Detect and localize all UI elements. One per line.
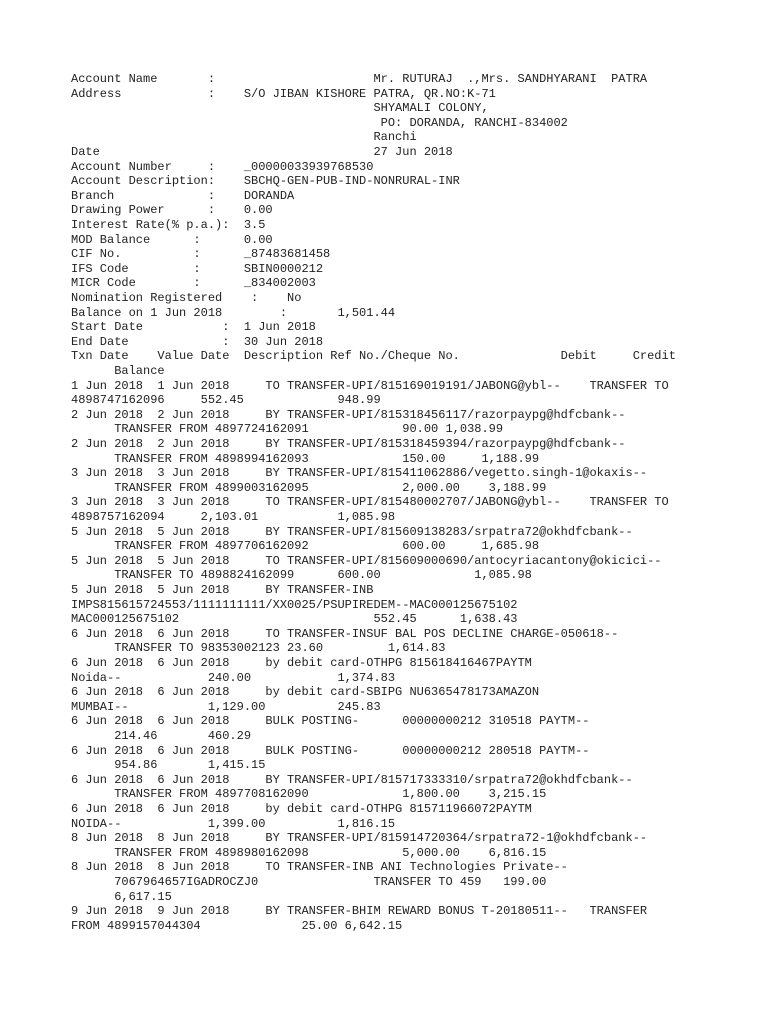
transaction-line: 2 Jun 2018 2 Jun 2018 BY TRANSFER-UPI/815318459394/razorpaypg@hdfcbank-- (71, 437, 626, 451)
transaction-line: Noida-- 240.00 1,374.83 (71, 670, 396, 685)
transaction-line: MUMBAI-- 1,129.00 245.83 (71, 699, 381, 714)
transaction-line: 6 Jun 2018 6 Jun 2018 by debit card-OTHPG 815618416467PAYTM (71, 656, 532, 670)
header-line: MOD Balance : 0.00 (71, 232, 273, 247)
transaction-line: IMPS815615724553/1111111111/XX0025/PSUPIREDEM--MAC000125675102 (71, 597, 518, 612)
header-line: IFS Code : SBIN0000212 (71, 261, 324, 276)
header-line: Account Name : Mr. RUTURAJ .,Mrs. SANDHYARANI PATRA (71, 72, 648, 86)
header-line: MICR Code : _834002003 (71, 276, 316, 291)
transaction-line: TRANSFER FROM 4898994162093 150.00 1,188.99 (71, 451, 540, 466)
transaction-line: TRANSFER TO 98353002123 23.60 1,614.83 (71, 641, 446, 656)
transaction-line: 8 Jun 2018 8 Jun 2018 TO TRANSFER-INB ANI Technologies Private-- (71, 860, 568, 875)
table-header-line: Txn Date Value Date Description Ref No./Cheque No. Debit Credit (71, 349, 676, 364)
transaction-line: 6 Jun 2018 6 Jun 2018 TO TRANSFER-INSUF BAL POS DECLINE CHARGE-050618-- (71, 626, 619, 641)
transaction-line: TRANSFER TO 4898824162099 600.00 1,085.98 (71, 568, 532, 583)
transaction-line: 2 Jun 2018 2 Jun 2018 BY TRANSFER-UPI/815318456117/razorpaypg@hdfcbank-- (71, 407, 626, 422)
transaction-line: 6 Jun 2018 6 Jun 2018 BULK POSTING- 00000000212 280518 PAYTM-- (71, 743, 590, 758)
transaction-line: TRANSFER FROM 4899003162095 2,000.00 3,188.99 (71, 480, 547, 495)
header-line: Nomination Registered : No (71, 291, 302, 305)
header-line: Account Description: SBCHQ-GEN-PUB-IND-NONRURAL-INR (71, 174, 460, 189)
header-line: SHYAMALI COLONY, (71, 101, 489, 116)
header-line: Start Date : 1 Jun 2018 (71, 320, 316, 335)
header-line: Balance on 1 Jun 2018 : 1,501.44 (71, 305, 396, 320)
transaction-line: 6,617.15 (71, 889, 172, 904)
header-line: Interest Rate(% p.a.): 3.5 (71, 218, 266, 232)
transaction-line: TRANSFER FROM 4897708162090 1,800.00 3,215.15 (71, 787, 547, 802)
transaction-line: 214.46 460.29 (71, 729, 252, 743)
header-line: End Date : 30 Jun 2018 (71, 334, 324, 349)
header-line: PO: DORANDA, RANCHI-834002 (71, 115, 568, 130)
transaction-line: 6 Jun 2018 6 Jun 2018 by debit card-SBIPG NU6365478173AMAZON (71, 685, 540, 700)
transaction-line: 5 Jun 2018 5 Jun 2018 TO TRANSFER-UPI/815609000690/antocyriacantony@okicici-- (71, 553, 662, 568)
header-line: CIF No. : _87483681458 (71, 247, 331, 262)
transaction-line: 4898747162096 552.45 948.99 (71, 393, 381, 408)
header-line: Drawing Power : 0.00 (71, 203, 273, 218)
transaction-line: 7067964657IGADROCZJ0 TRANSFER TO 459 199.00 (71, 875, 547, 889)
transaction-line: 1 Jun 2018 1 Jun 2018 TO TRANSFER-UPI/815169019191/JABONG@ybl-- TRANSFER TO (71, 378, 669, 393)
transaction-line: 8 Jun 2018 8 Jun 2018 BY TRANSFER-UPI/815914720364/srpatra72-1@okhdfcbank-- (71, 831, 648, 846)
transaction-line: TRANSFER FROM 4897724162091 90.00 1,038.99 (71, 422, 504, 437)
transaction-line: NOIDA-- 1,399.00 1,816.15 (71, 816, 396, 831)
transaction-line: 9 Jun 2018 9 Jun 2018 BY TRANSFER-BHIM REWARD BONUS T-20180511-- TRANSFER (71, 904, 648, 919)
transaction-line: 954.86 1,415.15 (71, 758, 266, 773)
transaction-line: 6 Jun 2018 6 Jun 2018 BULK POSTING- 00000000212 310518 PAYTM-- (71, 714, 590, 729)
transaction-line: 3 Jun 2018 3 Jun 2018 TO TRANSFER-UPI/815480002707/JABONG@ybl-- TRANSFER TO (71, 495, 669, 510)
header-line: Ranchi (71, 130, 417, 145)
transaction-line: 6 Jun 2018 6 Jun 2018 by debit card-OTHPG 815711966072PAYTM (71, 802, 532, 816)
transaction-line: FROM 4899157044304 25.00 6,642.15 (71, 918, 403, 933)
transaction-line: 6 Jun 2018 6 Jun 2018 BY TRANSFER-UPI/815717333310/srpatra72@okhdfcbank-- (71, 772, 633, 787)
transaction-line: TRANSFER FROM 4898980162098 5,000.00 6,816.15 (71, 845, 547, 860)
header-line: Date 27 Jun 2018 (71, 145, 453, 159)
transaction-line: 5 Jun 2018 5 Jun 2018 BY TRANSFER-INB (71, 583, 374, 597)
table-header-line: Balance (71, 364, 165, 378)
header-line: Branch : DORANDA (71, 188, 295, 203)
header-line: Address : S/O JIBAN KISHORE PATRA, QR.NO:K-71 (71, 86, 496, 101)
transaction-line: 4898757162094 2,103.01 1,085.98 (71, 510, 396, 524)
transaction-line: MAC000125675102 552.45 1,638.43 (71, 612, 518, 627)
transaction-line: TRANSFER FROM 4897706162092 600.00 1,685.98 (71, 539, 540, 554)
header-line: Account Number : _00000033939768530 (71, 159, 374, 174)
transaction-line: 3 Jun 2018 3 Jun 2018 BY TRANSFER-UPI/815411062886/vegetto.singh-1@okaxis-- (71, 466, 648, 481)
transaction-line: 5 Jun 2018 5 Jun 2018 BY TRANSFER-UPI/815609138283/srpatra72@okhdfcbank-- (71, 524, 633, 539)
